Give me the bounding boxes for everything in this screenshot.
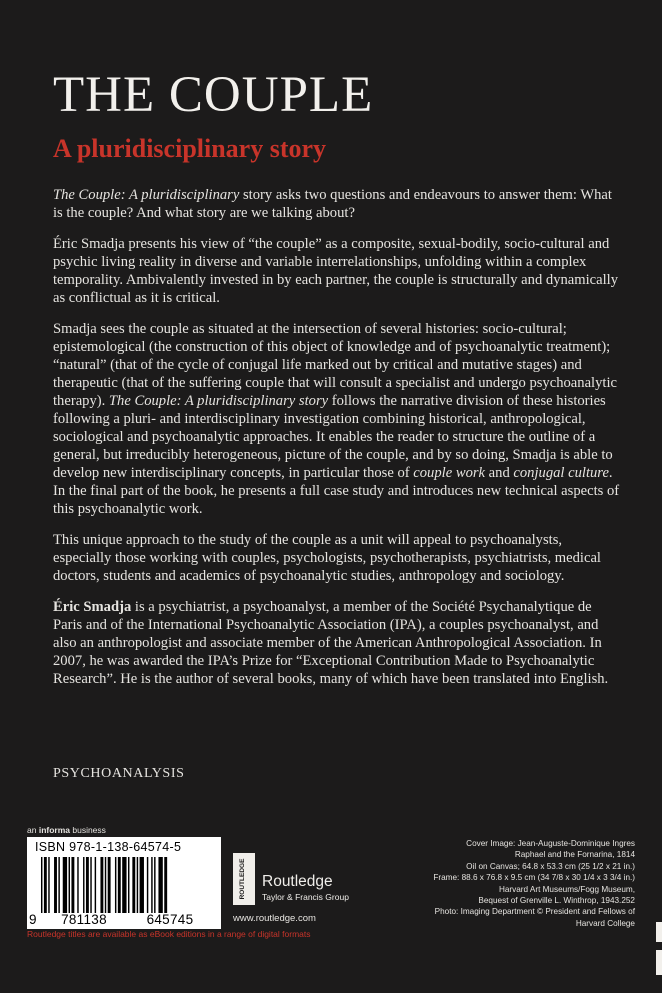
credit-line: Oil on Canvas; 64.8 x 53.3 cm (25 1/2 x 21 in.) [466,861,635,871]
book-subtitle: A pluridisciplinary story [53,134,327,163]
text-span: and [485,465,514,481]
italic-term: couple work [413,465,486,481]
barcode-bar [108,857,111,913]
barcode-bar [128,857,129,913]
barcode-digit-first: 9 [29,912,37,927]
barcode-bar [151,857,152,913]
blurb [53,186,623,701]
ebook-note: Routledge titles are available as eBook editions in a range of digital formats [27,929,311,939]
barcode-bar [137,857,138,913]
barcode-bar [69,857,70,913]
barcode-bar [44,857,47,913]
text-span: follows the narrative division of these histories following a pluri- and interdisciplinary investigation combining historical, anthropological, sociological and psychoanalytic approaches. It enables the reader to structure the outline of a general, but irreducibly heterogeneous, picture of the couple, and by so doing, Smadja is able to develop new interdisciplinary concepts, in particular those of [53,393,613,481]
barcode-digits-right: 645745 [146,912,194,927]
barcode-bar [54,857,57,913]
barcode-bar [100,857,103,913]
credit-line: Bequest of Grenville L. Winthrop, 1943.252 [478,896,635,906]
barcode-bar [147,857,148,913]
barcode-bar [71,857,74,913]
credit-line: Cover Image: Jean-Auguste-Dominique Ingres [466,839,635,848]
barcode-bar [90,857,91,913]
italic-term: conjugal culture [513,465,609,481]
book-title: THE COUPLE [53,67,374,123]
text-span: an [27,825,39,835]
italic-title: The Couple: A pluridisciplinary [53,187,240,203]
routledge-logo-text: ROUTLEDGE [239,858,246,900]
credit-line: Raphael and the Fornarina, 1814 [514,850,635,860]
barcode-bar [115,857,116,913]
barcode-digits-left: 781138 [61,912,107,927]
text-span: is a psychiatrist, a psychoanalyst, a member of the Société Psychanalytique de Paris and of the International Psychoanalytic Association (IPA), a couples psychoanalyst, and also an anthropologist and associate member of the American Anthropological Association. In 2007, he was awarded the IPA’s Prize for “Exceptional Contribution Made to Psychoanalytic Research”. He is the author of several books, many of which have been translated into English. [53,599,609,687]
barcode-bar [118,857,121,913]
edge-strip [656,922,662,942]
barcode-bar [77,857,78,913]
blurb-paragraph-1 [53,186,623,222]
routledge-logo-icon [233,853,255,905]
barcode-bar [164,857,167,913]
barcode-bar [95,857,96,913]
publisher-name: Routledge [262,873,333,890]
text-span: business [70,825,106,835]
publisher-group: Taylor & Francis Group [262,892,349,902]
blurb-paragraph-4: This unique approach to the study of the couple as a unit will appeal to psychoanalysts, especially those working with couples, psychologists, psychotherapists, psychiatrists, medical doctors, students and academics of psychoanalytic studies, anthropology and sociology. [53,532,601,584]
barcode-bar [154,857,155,913]
subject-category: PSYCHOANALYSIS [53,766,185,781]
credit-line: Photo: Imaging Department © President and Fellows of [434,907,635,917]
text-span: story asks two questions and endeavours to answer them: What is the couple? And what story are we talking about? [53,187,612,221]
barcode-bar [48,857,49,913]
credit-line: Harvard Art Museums/Fogg Museum, [498,884,635,894]
barcode-bar [140,857,144,913]
author-name: Éric Smadja [53,599,132,615]
barcode-bar [132,857,135,913]
blurb-paragraph-2: Éric Smadja presents his view of “the couple” as a composite, sexual-bodily, socio-cultural and psychic living reality in diverse and variable interrelationships, unfolding within a complex temporality. Ambivalently invested in by each partner, the couple is structurally and dynamically as conflictual as it is critical. [53,236,619,306]
barcode-bar [158,857,162,913]
credit-line: Harvard College [575,918,635,928]
blurb-paragraph-3 [53,320,623,518]
barcode-bar [58,857,59,913]
barcode-bar [86,857,89,913]
italic-title: The Couple: A pluridisciplinary story [108,393,329,409]
barcode-bar [83,857,84,913]
cover-credits [365,838,635,929]
barcode-bars [41,857,211,913]
text-span: Smadja sees the couple as situated at the intersection of several histories: socio-cultural; epistemological (the construction of this object of knowledge and of psychoanalytic treatment); “natural” (that of the cycle of conjugal life marked out by critical and mutative stages) and therapeutic (that of the suffering couple that will consult a specialist and undergo psychoanalytic therapy). [53,321,617,409]
credit-line: Frame: 88.6 x 76.8 x 9.5 cm (34 7/8 x 30 1/4 x 3 3/4 in.) [433,873,635,883]
barcode-digits [29,912,213,927]
text-span: . In the final part of the book, he presents a full case study and introduces new technical aspects of this psychoanalytic work. [53,465,620,517]
author-bio [53,598,623,688]
barcode-bar [105,857,106,913]
barcode [27,837,221,929]
publisher-url: www.routledge.com [233,913,316,924]
informa-brand: informa [38,825,70,835]
barcode-bar [41,857,42,913]
edge-strip [656,950,662,975]
barcode-bar [122,857,126,913]
barcode-bar [63,857,67,913]
informa-tagline [27,825,106,835]
isbn-label: ISBN 978-1-138-64574-5 [35,840,182,854]
